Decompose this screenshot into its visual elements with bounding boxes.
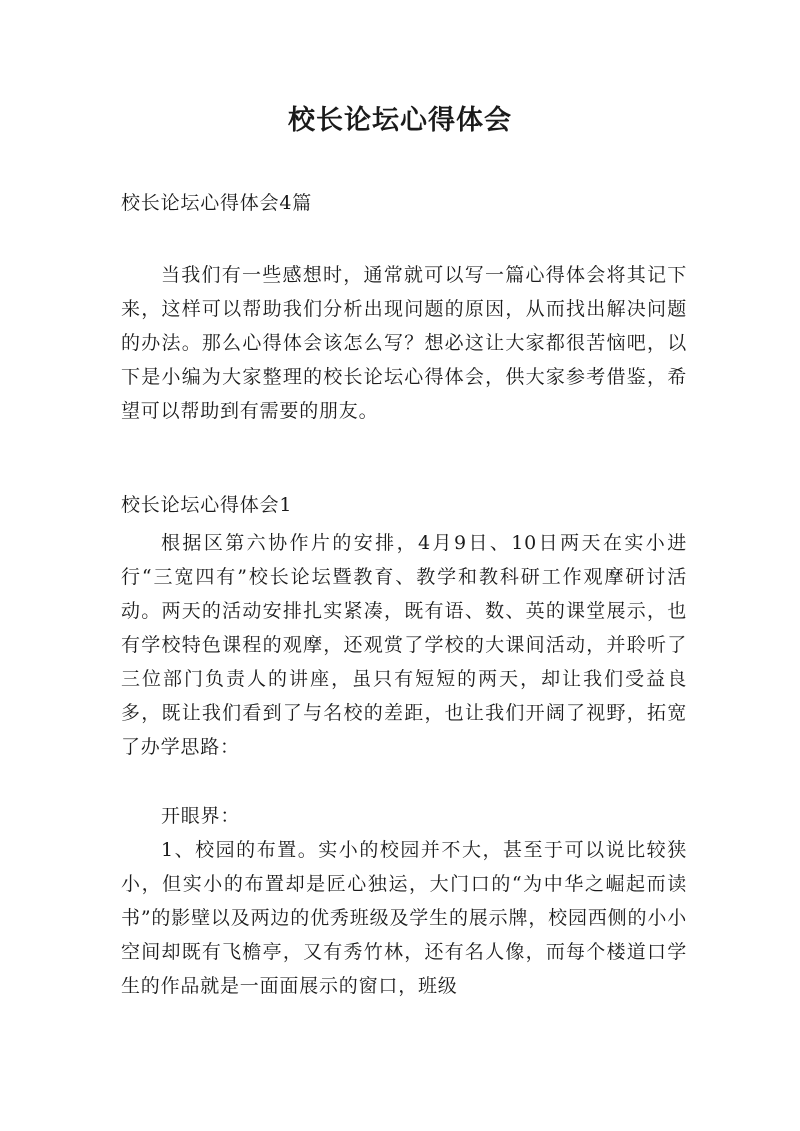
document-title: 校长论坛心得体会: [288, 105, 512, 136]
section1-paragraph-2: 开眼界：: [161, 805, 241, 827]
section-heading-1: 校长论坛心得体会1: [121, 494, 293, 516]
intro-paragraph: 当我们有一些感想时，通常就可以写一篇心得体会将其记下来，这样可以帮助我们分析出现问题的原因，从而找出解决问题的办法。那么心得体会该怎么写？想必这让大家都很苦恼吧，以下是小编为大家整理的校长论坛心得体会，供大家参考借鉴，希望可以帮助到有需要的朋友。: [121, 264, 687, 422]
section1-paragraph-3: 1、校园的布置。实小的校园并不大，甚至于可以说比较狭小，但实小的布置却是匠心独运，大门口的“为中华之崛起而读书”的影壁以及两边的优秀班级及学生的展示牌，校园西侧的小小空间却既有飞檐亭，又有秀竹林，还有名人像，而每个楼道口学生的作品就是一面面展示的窗口，班级: [121, 839, 687, 997]
document-subtitle: 校长论坛心得体会4篇: [121, 192, 313, 214]
section1-paragraph-1: 根据区第六协作片的安排，4月9日、10日两天在实小进行“三宽四有”校长论坛暨教育、教学和教科研工作观摩研讨活动。两天的活动安排扎实紧凑，既有语、数、英的课堂展示，也有学校特色课程的观摩，还观赏了学校的大课间活动，并聆听了三位部门负责人的讲座，虽只有短短的两天，却让我们受益良多，既让我们看到了与名校的差距，也让我们开阔了视野，拓宽了办学思路：: [121, 532, 687, 758]
